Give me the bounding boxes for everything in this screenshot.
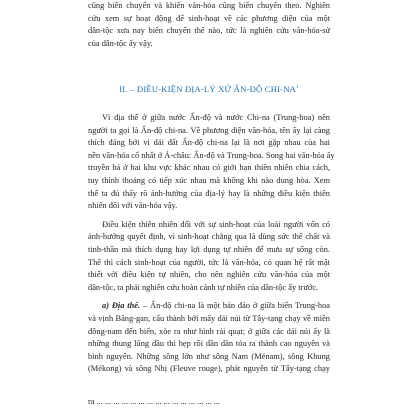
text-line: người ta gọi là Ấn-độ chi-na. Về phương diện văn-hóa, tên ấy lại càng — [88, 125, 330, 135]
text-line: và vịnh Băng-gan, cấu thành bởi mấy dải núi từ Tây-tạng chạy về miền — [88, 313, 330, 323]
paragraph-3 — [88, 300, 330, 376]
text-line: tuy thỉnh thoảng có tiếp xúc nhau mà không khi nào dung hòa. Xem — [88, 175, 330, 185]
text-line: Vì địa thế ở giữa nước Ấn-độ và nước Chi-na (Trung-hoa) nên — [102, 113, 330, 122]
text-line: của dân-tộc ấy vậy. — [88, 38, 153, 48]
cut-off-line — [88, 396, 330, 406]
footnote-mark: 1 — [296, 85, 299, 91]
subsection-label: a) Địa thế. — [102, 301, 141, 311]
top-paragraph — [88, 0, 330, 50]
text-line: bình nguyên. Những sông lớn như sông Nam (Ménam), sông Khung — [88, 351, 330, 361]
text-line: cứu xem sự hoạt động để sinh-hoạt về các phương diện của một — [88, 13, 330, 23]
text-line: (Mékong) và sông Nhị (Fleuve rouge), phát nguyên từ Tây-tạng chạy — [88, 364, 330, 374]
text-line — [88, 300, 330, 313]
text-line: truyền bá ở hai khu vực khác nhau có giới hạn thiên nhiên chia cách, — [88, 163, 330, 173]
text-line: thiết với điều kiện tự nhiên, cho nên nghiên cứu văn-hóa của một — [88, 270, 330, 280]
text-line: tinh-thần mà thích dụng hay lợi dụng tự nhiên để mưu sự sống còn. — [88, 244, 330, 254]
paragraph-2 — [88, 219, 330, 295]
paragraph-1 — [88, 112, 335, 213]
text-line: đông-nam đến biển, xòe ra như hình rải quạt; ở giữa các dải núi ấy là — [88, 326, 330, 336]
text-line: dân-tộc xưa nay biến chuyển thế nào, tức là nghiên cứu văn-hóa-sử — [88, 26, 330, 36]
text-line: cũng biến chuyển và khiến văn-hóa cũng biến chuyển theo. Nghiên — [88, 1, 330, 10]
text-line: ảnh-hưởng quyết định, vì sinh-hoạt chẳng qua là dùng sức thể chất và — [88, 232, 330, 242]
text-line: nền văn-hóa cổ nhất ở Á-châu: Ấn-độ và Trung-hoa. Song hai văn-hóa ấy — [88, 150, 335, 160]
text-line: nhiên đối với văn-hóa vậy. — [88, 201, 178, 211]
text-run: – Ấn-độ chi-na là một bán đảo ở giữa biển Trung-hoa — [140, 301, 330, 311]
body-text — [88, 112, 335, 382]
text-line: Điều kiện thiên nhiên đối với sự sinh-hoạt của loài người vốn có — [102, 219, 330, 229]
text-line: ra ... ... ... ... ... ... ... ... ... ... ... ... ... ... ... — [88, 397, 221, 406]
section-heading — [88, 84, 330, 94]
text-line: thế ta đủ thấy rõ ảnh-hưởng của địa-lý hay là những điều kiện thiên — [88, 188, 330, 198]
section-heading-text: II. – ĐIỀU-KIỆN ĐỊA-LÝ XỨ ẤN-ĐỘ CHI-NA — [119, 84, 297, 94]
text-line: dân-tộc, ta phải nghiên cứu hoàn cảnh tự nhiên của dân-tộc ấy trước. — [88, 282, 319, 292]
text-line: những thung lũng dầu thì hẹp rồi dần dần tỏa ra thành cao nguyên và — [88, 339, 330, 349]
text-line: thích đáng bởi vì dải đất Ấn-độ chi-na lại là nơi gặp nhau của hai — [88, 138, 330, 148]
text-line: Thế thì cách sinh-hoạt của người, tức là văn-hóa, có quan hệ rất mật — [88, 257, 330, 267]
